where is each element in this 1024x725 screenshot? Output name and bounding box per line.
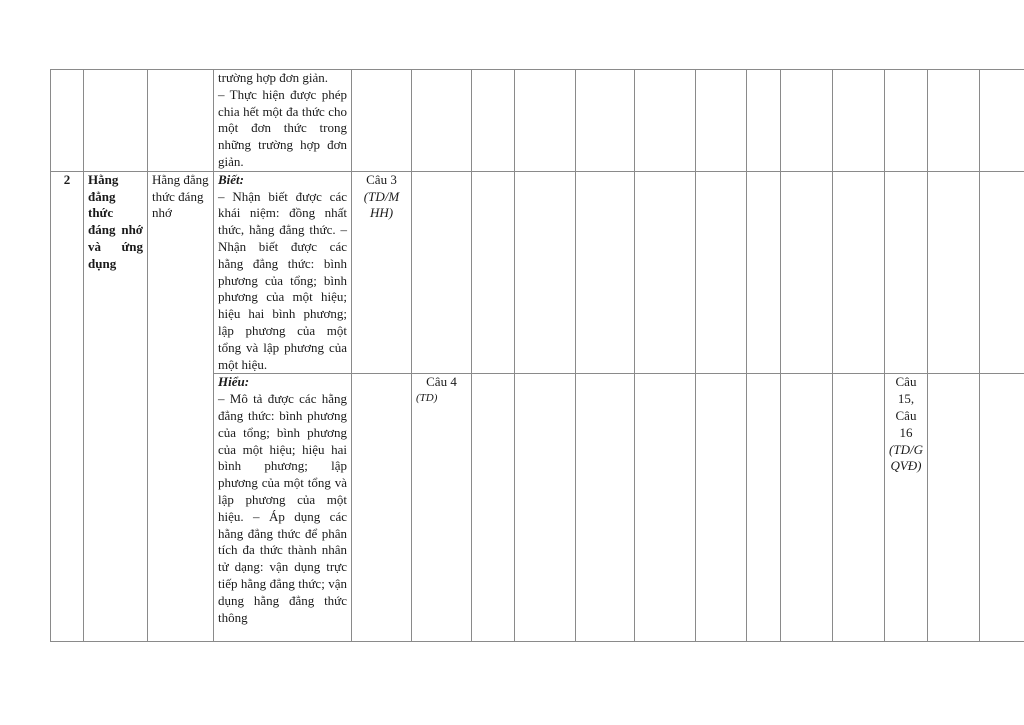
biet-question-cell bbox=[352, 171, 412, 374]
content-cell bbox=[214, 70, 352, 172]
biet-heading: Biết: bbox=[218, 171, 244, 187]
cell-empty bbox=[51, 70, 84, 172]
hieu-cell bbox=[214, 374, 352, 642]
question-label: Câu 3 bbox=[366, 171, 397, 187]
stt-cell: 2 bbox=[51, 171, 84, 642]
cell-empty bbox=[84, 70, 148, 172]
question-label: Câu 15, Câu 16 bbox=[895, 374, 917, 440]
question-label: Câu 4 bbox=[426, 374, 457, 390]
cell-empty bbox=[148, 70, 214, 172]
hieu-heading: Hiểu: bbox=[218, 374, 250, 390]
question-code: (TD) bbox=[416, 392, 438, 405]
unit-cell: Hằng đẳng thức đáng nhớ bbox=[148, 171, 214, 642]
table-row bbox=[51, 171, 1024, 374]
table-row bbox=[51, 70, 1024, 172]
hieu-text: – Mô tả được các hằng đẳng thức: bình phương của tổng; bình phương của một hiệu; hiệu hai bình phương; lập phương của một tổng và lập phương của một hiệu. – Áp dụng các hằng đẳng thức để phân tích đa thức thành nhân tử dạng: vận dụng trực tiếp hằng đẳng thức; vận dụng hằng đẳng thức thông bbox=[218, 391, 347, 625]
matrix-table bbox=[50, 69, 1024, 642]
hieu-question2-cell bbox=[885, 374, 928, 642]
hieu-question-cell bbox=[412, 374, 472, 642]
biet-text: – Nhận biết được các khái niệm: đồng nhất thức, hằng đẳng thức. – Nhận biết được các hằng đẳng thức: bình phương của tổng; bình phương của một hiệu; hiệu hai bình phương; lập phương của một tổng và lập phương của một hiệu. bbox=[218, 188, 347, 372]
content-line: trường hợp đơn giản. bbox=[218, 70, 328, 85]
question-code: (TD/M HH) bbox=[363, 188, 400, 221]
question-code: (TD/G QVĐ) bbox=[889, 441, 923, 474]
content-line: – Thực hiện được phép chia hết một đa thức cho một đơn thức trong những trường hợp đơn giản. bbox=[218, 86, 347, 169]
topic-cell: Hằng đẳng thức đáng nhớ và ứng dụng bbox=[84, 171, 148, 642]
biet-cell bbox=[214, 171, 352, 374]
